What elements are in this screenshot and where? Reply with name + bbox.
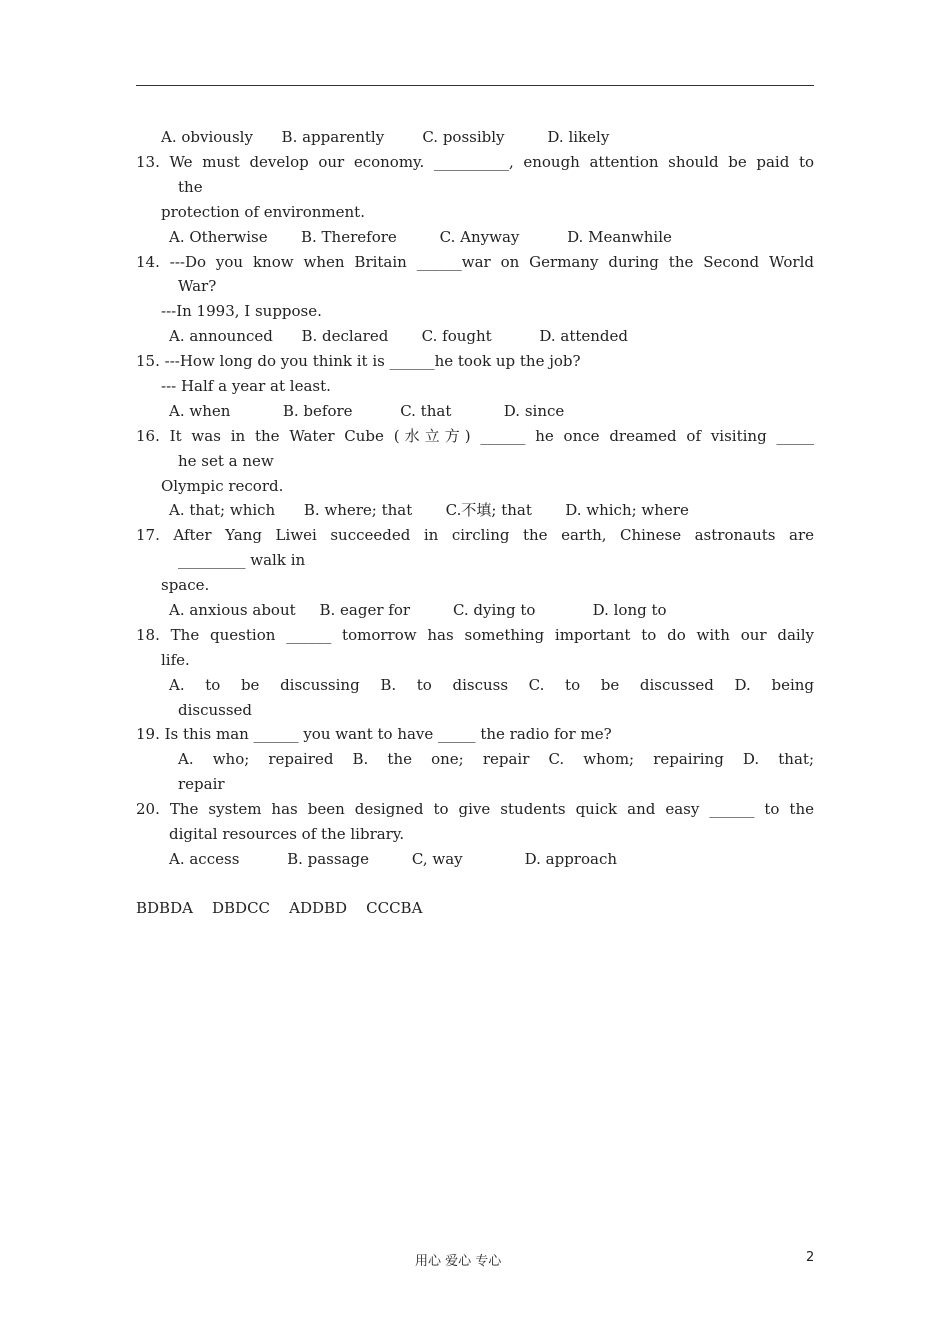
question-17-cont2: space. — [161, 576, 210, 594]
question-13: 13. We must develop our economy. __________, enough attention should be paid to — [136, 153, 814, 171]
header-rule — [136, 85, 814, 86]
answer-key: BDBDA DBDCC ADDBD CCCBA — [136, 899, 423, 917]
question-14: 14. ---Do you know when Britain ______war on Germany during the Second World — [136, 253, 814, 271]
question-15: 15. ---How long do you think it is ______he took up the job? — [136, 352, 581, 370]
question-17-cont: _________ walk in — [178, 551, 306, 569]
question-16-options: A. that; which B. where; that C.不填; that D. which; where — [169, 501, 689, 519]
question-14-answer: ---In 1993, I suppose. — [161, 302, 322, 320]
question-15-answer: --- Half a year at least. — [161, 377, 331, 395]
page-number: 2 — [806, 1250, 815, 1265]
question-16: 16. It was in the Water Cube (水立方) ______ he once dreamed of visiting _____ — [136, 427, 814, 445]
footer-center-text: 用心 爱心 专心 — [415, 1254, 502, 1269]
question-19: 19. Is this man ______ you want to have _____ the radio for me? — [136, 725, 612, 743]
question-20-cont: digital resources of the library. — [169, 825, 405, 843]
question-13-cont: the — [178, 178, 203, 196]
question-13-options: A. Otherwise B. Therefore C. Anyway D. Meanwhile — [169, 228, 672, 246]
question-13-cont2: protection of environment. — [161, 203, 365, 221]
question-16-cont2: Olympic record. — [161, 477, 284, 495]
question-16-cont: he set a new — [178, 452, 274, 470]
line-12-options: A. obviously B. apparently C. possibly D. likely — [161, 128, 610, 146]
question-14-options: A. announced B. declared C. fought D. attended — [169, 327, 629, 345]
question-14-cont: War? — [178, 277, 217, 295]
question-17: 17. After Yang Liwei succeeded in circling the earth, Chinese astronauts are — [136, 526, 814, 544]
question-15-options: A. when B. before C. that D. since — [169, 402, 565, 420]
question-18: 18. The question ______ tomorrow has something important to do with our daily — [136, 626, 814, 644]
question-18-cont: life. — [161, 651, 190, 669]
question-20-options: A. access B. passage C, way D. approach — [169, 850, 618, 868]
question-18-options-cont: discussed — [178, 701, 253, 719]
question-19-options: A. who; repaired B. the one; repair C. whom; repairing D. that; — [178, 750, 814, 768]
question-20: 20. The system has been designed to give students quick and easy ______ to the — [136, 800, 814, 818]
question-17-options: A. anxious about B. eager for C. dying to D. long to — [169, 601, 667, 619]
question-18-options: A. to be discussing B. to discuss C. to be discussed D. being — [169, 676, 814, 694]
question-19-options-cont: repair — [178, 775, 225, 793]
